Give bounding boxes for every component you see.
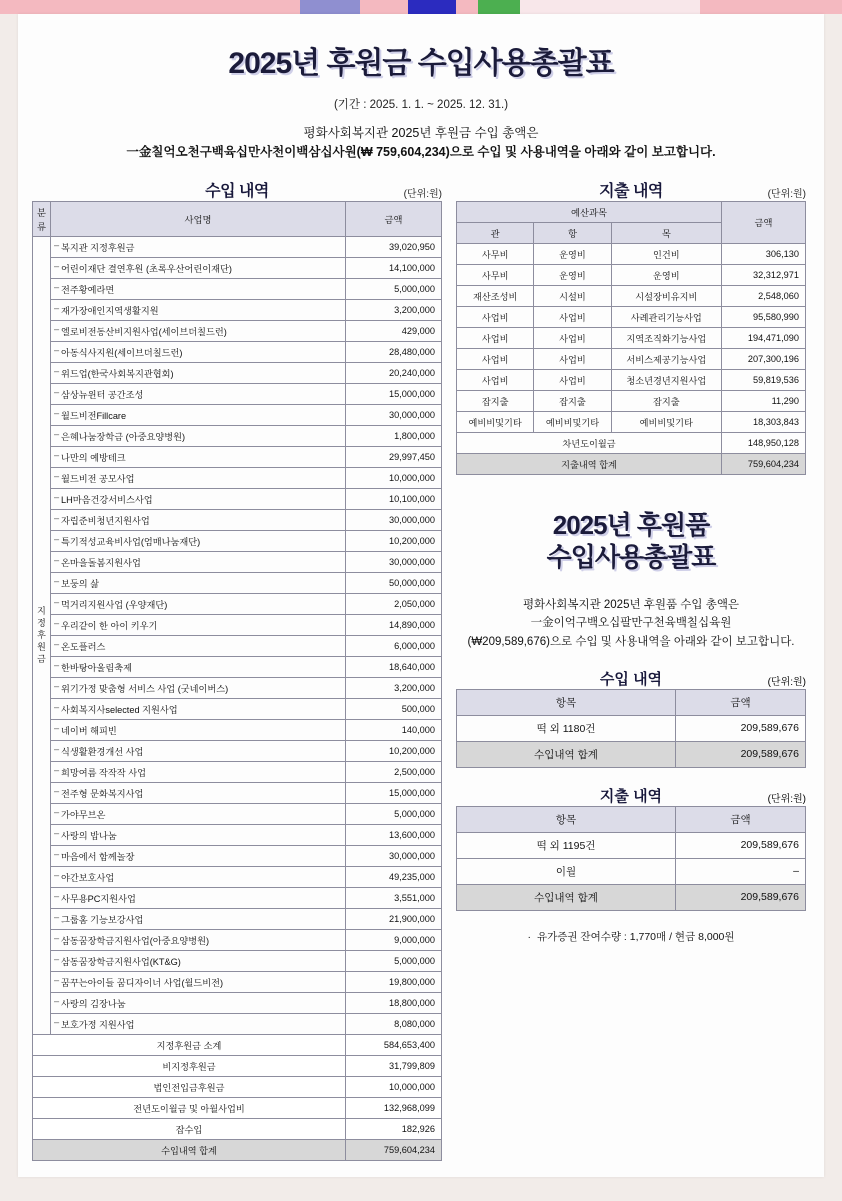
program-amount: 50,000,000: [346, 572, 442, 593]
program-name: – 자립준비청년지원사업: [50, 509, 345, 530]
summary-row: [33, 1076, 442, 1097]
expense-mok: 시설장비유지비: [611, 285, 721, 306]
table-row: [33, 509, 442, 530]
expense-hang: 운영비: [534, 264, 611, 285]
program-amount: 19,800,000: [346, 971, 442, 992]
total-amount: 209,589,676: [676, 741, 806, 767]
program-amount: 29,997,450: [346, 446, 442, 467]
expense-amount: 18,303,843: [722, 411, 806, 432]
program-amount: 10,200,000: [346, 740, 442, 761]
table-row: [33, 278, 442, 299]
goods-income-col-amount: 금액: [676, 689, 806, 715]
table-row: [457, 348, 806, 369]
expense-amount: 95,580,990: [722, 306, 806, 327]
income-col-program: 사업명: [50, 201, 345, 236]
program-name: – 야간보호사업: [50, 866, 345, 887]
expense-mok: 잡지출: [611, 390, 721, 411]
lead-line-2: 一金칠억오천구백육십만사천이백삼십사원(₩ 759,604,234)으로 수입 및 사용내역을 아래와 같이 보고합니다.: [126, 145, 716, 160]
expense-col-mok: 목: [611, 222, 721, 243]
table-row: [33, 635, 442, 656]
goods-expense-table: [456, 806, 806, 911]
program-amount: 3,200,000: [346, 677, 442, 698]
expense-hang: 운영비: [534, 243, 611, 264]
expense-amount: 2,548,060: [722, 285, 806, 306]
program-name: – 전주형 문화복지사업: [50, 782, 345, 803]
expense-group-header-row: [457, 201, 806, 222]
expense-hang: 사업비: [534, 306, 611, 327]
table-row: [33, 782, 442, 803]
table-row: [33, 719, 442, 740]
program-name: – 나만의 예방테크: [50, 446, 345, 467]
program-amount: 49,235,000: [346, 866, 442, 887]
program-amount: 2,050,000: [346, 593, 442, 614]
table-row: [33, 425, 442, 446]
expense-gwan: 사무비: [457, 243, 534, 264]
expense-mok: 서비스제공기능사업: [611, 348, 721, 369]
strip-segment: [0, 0, 300, 14]
goods-expense-col-item: 항목: [457, 806, 676, 832]
table-row: [33, 383, 442, 404]
table-row: [33, 803, 442, 824]
program-name: – 사회복지사selected 지원사업: [50, 698, 345, 719]
expense-table: [456, 201, 806, 475]
table-row: [457, 832, 806, 858]
top-color-strip: [0, 0, 842, 14]
expense-gwan: 잡지출: [457, 390, 534, 411]
expense-amount: 11,290: [722, 390, 806, 411]
goods-title: [456, 509, 806, 574]
program-amount: 30,000,000: [346, 845, 442, 866]
program-amount: 8,080,000: [346, 1013, 442, 1034]
table-row: [33, 677, 442, 698]
expense-amount: 306,130: [722, 243, 806, 264]
goods-income-header: [456, 667, 806, 689]
table-row: [457, 858, 806, 884]
goods-lead-line-2: 一金이억구백오십팔만구천육백칠십육원: [530, 617, 732, 630]
table-row: [33, 992, 442, 1013]
summary-row: [33, 1034, 442, 1055]
goods-note: [456, 929, 806, 944]
program-name: – 위드업(한국사회복지관협회): [50, 362, 345, 383]
income-column: [32, 177, 442, 1161]
program-name: – 가야무브온: [50, 803, 345, 824]
program-amount: 18,640,000: [346, 656, 442, 677]
table-row: [457, 369, 806, 390]
expense-mok: 사례관리기능사업: [611, 306, 721, 327]
program-amount: 18,800,000: [346, 992, 442, 1013]
program-name: – 우리같이 한 아이 키우기: [50, 614, 345, 635]
total-amount: 759,604,234: [346, 1139, 442, 1160]
program-name: – 식생활환경개선 사업: [50, 740, 345, 761]
summary-label: 전년도이월금 및 아월사업비: [33, 1097, 346, 1118]
table-row: [33, 299, 442, 320]
carryover-row: [457, 432, 806, 453]
table-row: [33, 698, 442, 719]
total-amount: 759,604,234: [722, 453, 806, 474]
expense-amount: 32,312,971: [722, 264, 806, 285]
program-amount: 10,200,000: [346, 530, 442, 551]
program-name: – 꿈꾸는아이들 꿈디자이너 사업(월드비전): [50, 971, 345, 992]
page-title: 2025년 후원금 수입사용총괄표: [228, 47, 614, 80]
expense-mok: 지역조직화기능사업: [611, 327, 721, 348]
program-name: – 그룹홈 기능보강사업: [50, 908, 345, 929]
goods-lead: [456, 596, 806, 651]
program-amount: 20,240,000: [346, 362, 442, 383]
program-name: – 삼상뉴윈터 공간조성: [50, 383, 345, 404]
item-label: 떡 외 1180건: [457, 715, 676, 741]
program-name: – 삼동꿈장학금지원사업(아중요양병원): [50, 929, 345, 950]
carryover-amount: 148,950,128: [722, 432, 806, 453]
goods-note-text: 유가증권 잔여수량 : 1,770매 / 현금 8,000원: [536, 930, 735, 943]
program-amount: 15,000,000: [346, 782, 442, 803]
expense-section-header: [456, 177, 806, 201]
program-amount: 21,900,000: [346, 908, 442, 929]
goods-expense-header-row: [457, 806, 806, 832]
goods-income-heading: 수입 내역: [599, 670, 663, 688]
goods-income-table: [456, 689, 806, 768]
income-group-label: 지 정 후 원 금: [33, 236, 51, 1034]
strip-segment: [456, 0, 478, 14]
summary-amount: 132,968,099: [346, 1097, 442, 1118]
item-amount: 209,589,676: [676, 715, 806, 741]
expense-unit: (단위:원): [767, 188, 806, 200]
expense-amount: 194,471,090: [722, 327, 806, 348]
program-amount: 10,100,000: [346, 488, 442, 509]
program-name: – 특기적성교육비사업(엄매나눔재단): [50, 530, 345, 551]
income-col-amount: 금액: [346, 201, 442, 236]
expense-gwan: 사업비: [457, 348, 534, 369]
item-label: 떡 외 1195건: [457, 832, 676, 858]
program-amount: 28,480,000: [346, 341, 442, 362]
summary-amount: 182,926: [346, 1118, 442, 1139]
program-amount: 14,100,000: [346, 257, 442, 278]
expense-column: [456, 177, 806, 944]
income-heading: 수입 내역: [205, 182, 269, 200]
total-label: 수입내역 합계: [457, 741, 676, 767]
item-label: 이월: [457, 858, 676, 884]
program-name: – 보둥의 삶: [50, 572, 345, 593]
table-row: [457, 715, 806, 741]
income-col-class: 분류: [33, 201, 51, 236]
goods-lead-line-3: (₩209,589,676)으로 수입 및 사용내역을 아래와 같이 보고합니다.: [467, 635, 795, 648]
program-name: – 사랑의 김장나눔: [50, 992, 345, 1013]
expense-amount: 207,300,196: [722, 348, 806, 369]
summary-amount: 31,799,809: [346, 1055, 442, 1076]
summary-label: 지정후원금 소계: [33, 1034, 346, 1055]
table-row: [33, 1013, 442, 1034]
goods-title-line-2: 수입사용총괄표: [546, 542, 716, 573]
summary-amount: 584,653,400: [346, 1034, 442, 1055]
expense-hang: 시설비: [534, 285, 611, 306]
summary-row: [33, 1055, 442, 1076]
expense-heading: 지출 내역: [599, 182, 663, 200]
goods-income-col-item: 항목: [457, 689, 676, 715]
total-row: [33, 1139, 442, 1160]
table-row: [33, 572, 442, 593]
expense-hang: 사업비: [534, 369, 611, 390]
expense-mok: 인건비: [611, 243, 721, 264]
table-row: [33, 446, 442, 467]
program-amount: 30,000,000: [346, 404, 442, 425]
table-row: [33, 320, 442, 341]
income-table: [32, 201, 442, 1161]
program-amount: 5,000,000: [346, 278, 442, 299]
expense-gwan: 예비비및기타: [457, 411, 534, 432]
table-row: [33, 824, 442, 845]
expense-gwan: 사업비: [457, 327, 534, 348]
table-row: [33, 236, 442, 257]
program-amount: 3,200,000: [346, 299, 442, 320]
lead-line-1: 평화사회복지관 2025년 후원금 수입 총액은: [303, 126, 539, 140]
program-name: – 네이버 해피빈: [50, 719, 345, 740]
bullet-icon: ·: [527, 930, 531, 943]
table-row: [33, 404, 442, 425]
table-row: [33, 761, 442, 782]
expense-mok: 예비비및기타: [611, 411, 721, 432]
expense-col-gwan: 관: [457, 222, 534, 243]
income-section-header: [32, 177, 442, 201]
program-name: – 온마을돌봄지원사업: [50, 551, 345, 572]
summary-row: [33, 1097, 442, 1118]
goods-expense-unit: (단위:원): [767, 793, 806, 805]
table-row: [33, 551, 442, 572]
table-row: [33, 593, 442, 614]
program-amount: 5,000,000: [346, 950, 442, 971]
program-amount: 39,020,950: [346, 236, 442, 257]
expense-mok: 운영비: [611, 264, 721, 285]
program-name: – 희망여름 작작작 사업: [50, 761, 345, 782]
program-name: – 사랑의 밥나눔: [50, 824, 345, 845]
expense-col-amount: 금액: [722, 201, 806, 243]
program-amount: 3,551,000: [346, 887, 442, 908]
program-name: – 한바탕아울림축제: [50, 656, 345, 677]
income-unit: (단위:원): [403, 188, 442, 200]
income-table-header-row: [33, 201, 442, 236]
program-name: – 월드비전Fillcare: [50, 404, 345, 425]
total-row: [457, 884, 806, 910]
program-amount: 30,000,000: [346, 551, 442, 572]
report-page: [18, 14, 824, 1177]
program-name: – 마음에서 함께놀장: [50, 845, 345, 866]
expense-hang: 사업비: [534, 348, 611, 369]
goods-expense-col-amount: 금액: [676, 806, 806, 832]
program-amount: 14,890,000: [346, 614, 442, 635]
program-amount: 13,600,000: [346, 824, 442, 845]
strip-segment: [700, 0, 842, 14]
program-amount: 2,500,000: [346, 761, 442, 782]
total-label: 수입내역 합계: [457, 884, 676, 910]
program-amount: 9,000,000: [346, 929, 442, 950]
summary-label: 비지정후원금: [33, 1055, 346, 1076]
goods-income-header-row: [457, 689, 806, 715]
total-row: [457, 741, 806, 767]
program-name: – 삼동꿈장학금지원사업(KT&G): [50, 950, 345, 971]
table-row: [33, 908, 442, 929]
table-row: [33, 740, 442, 761]
table-row: [457, 285, 806, 306]
program-amount: 10,000,000: [346, 467, 442, 488]
strip-segment: [300, 0, 360, 14]
table-row: [33, 929, 442, 950]
summary-label: 법인전입금후원금: [33, 1076, 346, 1097]
program-amount: 1,800,000: [346, 425, 442, 446]
program-amount: 140,000: [346, 719, 442, 740]
program-name: – 위기가정 맞춤형 서비스 사업 (굿네이버스): [50, 677, 345, 698]
summary-row: [33, 1118, 442, 1139]
program-name: – 먹거리지원사업 (우양재단): [50, 593, 345, 614]
table-row: [33, 467, 442, 488]
program-amount: 5,000,000: [346, 803, 442, 824]
report-period: (기간 : 2025. 1. 1. ~ 2025. 12. 31.): [333, 99, 509, 111]
carryover-label: 차년도이월금: [457, 432, 722, 453]
table-row: [33, 866, 442, 887]
expense-gwan: 사업비: [457, 369, 534, 390]
goods-expense-heading: 지출 내역: [599, 787, 663, 805]
table-row: [33, 488, 442, 509]
goods-title-line-1: 2025년 후원품: [552, 509, 710, 540]
program-name: – 엘로비전동산비지원사업(세이브더칠드런): [50, 320, 345, 341]
program-amount: 500,000: [346, 698, 442, 719]
table-row: [457, 243, 806, 264]
total-label: 수입내역 합계: [33, 1139, 346, 1160]
program-name: – 사무용PC지원사업: [50, 887, 345, 908]
table-row: [33, 341, 442, 362]
program-amount: 30,000,000: [346, 509, 442, 530]
table-row: [457, 264, 806, 285]
expense-group-header: 예산과목: [457, 201, 722, 222]
strip-segment: [478, 0, 520, 14]
table-row: [33, 362, 442, 383]
program-name: – 월드비전 공모사업: [50, 467, 345, 488]
summary-label: 잡수입: [33, 1118, 346, 1139]
table-row: [33, 887, 442, 908]
program-name: – 아동식사지원(세이브더칠드런): [50, 341, 345, 362]
strip-segment: [520, 0, 700, 14]
expense-hang: 잡지출: [534, 390, 611, 411]
item-amount: 209,589,676: [676, 832, 806, 858]
table-row: [33, 950, 442, 971]
table-row: [457, 411, 806, 432]
goods-income-unit: (단위:원): [767, 676, 806, 688]
table-row: [33, 971, 442, 992]
program-name: – 온도플러스: [50, 635, 345, 656]
strip-segment: [360, 0, 408, 14]
table-row: [33, 614, 442, 635]
strip-segment: [408, 0, 456, 14]
program-name: – LH마음건강서비스사업: [50, 488, 345, 509]
expense-col-hang: 항: [534, 222, 611, 243]
program-amount: 429,000: [346, 320, 442, 341]
table-row: [33, 845, 442, 866]
table-row: [457, 390, 806, 411]
program-amount: 6,000,000: [346, 635, 442, 656]
expense-amount: 59,819,536: [722, 369, 806, 390]
program-name: – 복지관 지정후원금: [50, 236, 345, 257]
expense-gwan: 사무비: [457, 264, 534, 285]
program-name: – 은혜나눔장학금 (아중요양병원): [50, 425, 345, 446]
program-name: – 재가장애인지역생활지원: [50, 299, 345, 320]
program-name: – 어린이재단 결연후원 (초록우산어린이재단): [50, 257, 345, 278]
report-lead: [32, 124, 810, 163]
total-amount: 209,589,676: [676, 884, 806, 910]
table-row: [457, 306, 806, 327]
table-row: [33, 656, 442, 677]
expense-hang: 예비비및기타: [534, 411, 611, 432]
expense-mok: 청소년경년지원사업: [611, 369, 721, 390]
expense-gwan: 사업비: [457, 306, 534, 327]
program-amount: 15,000,000: [346, 383, 442, 404]
program-name: – 전주황예라면: [50, 278, 345, 299]
total-label: 지출내역 합계: [457, 453, 722, 474]
table-row: [457, 327, 806, 348]
total-row: [457, 453, 806, 474]
program-name: – 보호가정 지원사업: [50, 1013, 345, 1034]
expense-hang: 사업비: [534, 327, 611, 348]
expense-gwan: 재산조성비: [457, 285, 534, 306]
goods-expense-header: [456, 784, 806, 806]
goods-lead-line-1: 평화사회복지관 2025년 후원품 수입 총액은: [522, 598, 740, 611]
table-row: [33, 257, 442, 278]
summary-amount: 10,000,000: [346, 1076, 442, 1097]
content-columns: [32, 177, 810, 1161]
item-amount: –: [676, 858, 806, 884]
table-row: [33, 530, 442, 551]
